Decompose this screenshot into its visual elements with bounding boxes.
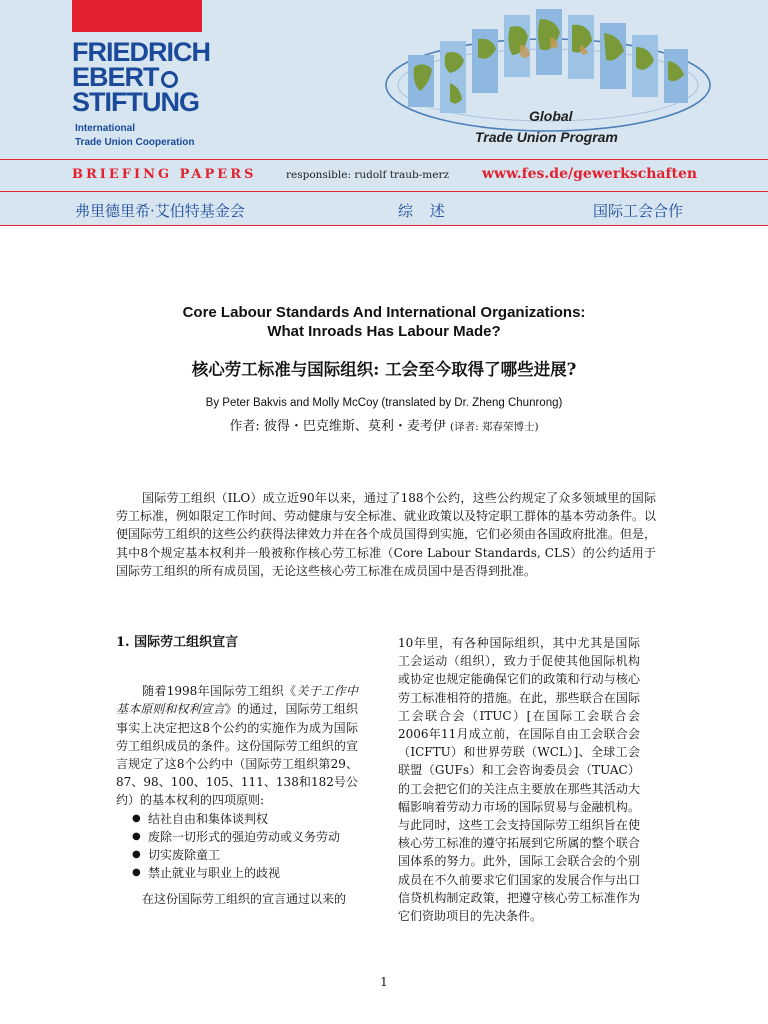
byline-chinese: 作者: 彼得・巴克维斯、莫利・麦考伊 (译者: 郑春荣博士) [229,419,539,434]
list-item: ● 切实废除童工 [132,846,358,864]
logo-line-3: STIFTUNG [72,87,199,117]
right-column [398,634,640,925]
list-item: ● 禁止就业与职业上的歧视 [132,864,358,882]
logo-line-1: FRIEDRICH [72,37,210,67]
program-label: Global Trade Union Program [475,108,618,145]
continuation-paragraph: 在这份国际劳工组织的宣言通过以来的 [142,892,347,907]
logo-subtitle: International Trade Union Cooperation [75,123,195,148]
byline-english: By Peter Bakvis and Molly McCoy (translated by Dr. Zheng Chunrong) [205,397,563,409]
cn-organization-name: 弗里德里希·艾伯特基金会 [75,202,245,220]
responsible-text: responsible: rudolf traub-merz [286,169,450,181]
cn-program-name: 国际工会合作 [593,202,684,220]
briefing-papers-label: BRIEFING PAPERS [72,167,257,182]
fes-logo [72,37,210,117]
left-column [116,634,358,909]
right-paragraph: 10年里，有各种国际组织，其中尤其是国际工会运动（组织），致力于促使其他国际机构或协定也规定能确保它们的政策和行动与核心劳工标准相符的措施。在此，那些联合在国际工会联合会（ITUC）[在国际工会联合会2006年11月成立前，在国际自由工会联合会（ICFTU）和世界劳联（WCL）]、全球工会联盟（GUFs）和工会咨询委员会（TUAC）的工会把它们的关注点主要放在那些其活动大幅影响着劳动力市场的国际贸易与金融机构。与此同时，这些工会支持国际劳工组织旨在使核心劳工标准的遵守拓展到它所属的整个联合国体系的努力。此外，国际工会联合会的个别成员在不久前要求它们国家的发展合作与出口信贷机构制定政策，把遵守核心劳工标准作为它们资助项目的先决条件。 [398,636,640,924]
logo-line-2: EBERT [72,65,210,90]
title-chinese: 核心劳工标准与国际组织: 工会至今取得了哪些进展? [191,360,577,379]
page-number: 1 [380,975,388,989]
declaration-paragraph: 随着1998年国际劳工组织《关于工作中基本原则和权利宣言》的通过，国际劳工组织事实上决定把这8个公约的实施作为成为国际劳工组织成员的条件。这份国际劳工组织的宣言规定了这8个公约中（国际劳工组织第29、87、98、100、105、111、138和182号公约）的基本权利的四项原则: [116,684,358,808]
brand-red-block [72,0,202,32]
website-link[interactable]: www.fes.de/gewerkschaften [482,166,698,182]
divider-middle [0,191,768,192]
title-english: Core Labour Standards And International Organizations: What Inroads Has Labour Made? [182,304,586,340]
cn-document-type: 综 述 [398,202,451,220]
list-item: ● 结社自由和集体谈判权 [132,810,358,828]
divider-top [0,159,768,160]
principles-list [116,810,358,883]
list-item: ● 废除一切形式的强迫劳动或义务劳动 [132,828,358,846]
section-heading: 1. 国际劳工组织宣言 [116,635,239,650]
divider-bottom [0,225,768,226]
intro-paragraph: 国际劳工组织（ILO）成立近90年以来，通过了188个公约，这些公约规定了众多领域里的国际劳工标准，例如限定工作时间、劳动健康与安全标准、就业政策以及特定职工群体的基本劳动条件。以便国际劳工组织的这些公约获得法律效力并在各个成员国得到实施，它们必须由各国政府批准。但是，其中8个规定基本权利并一般被称作核心劳工标准（Core Labour Standards, CLS）的公约适用于国际劳工组织的所有成员国，无论这些核心劳工标准在成员国中是否得到批准。 [116,491,657,578]
